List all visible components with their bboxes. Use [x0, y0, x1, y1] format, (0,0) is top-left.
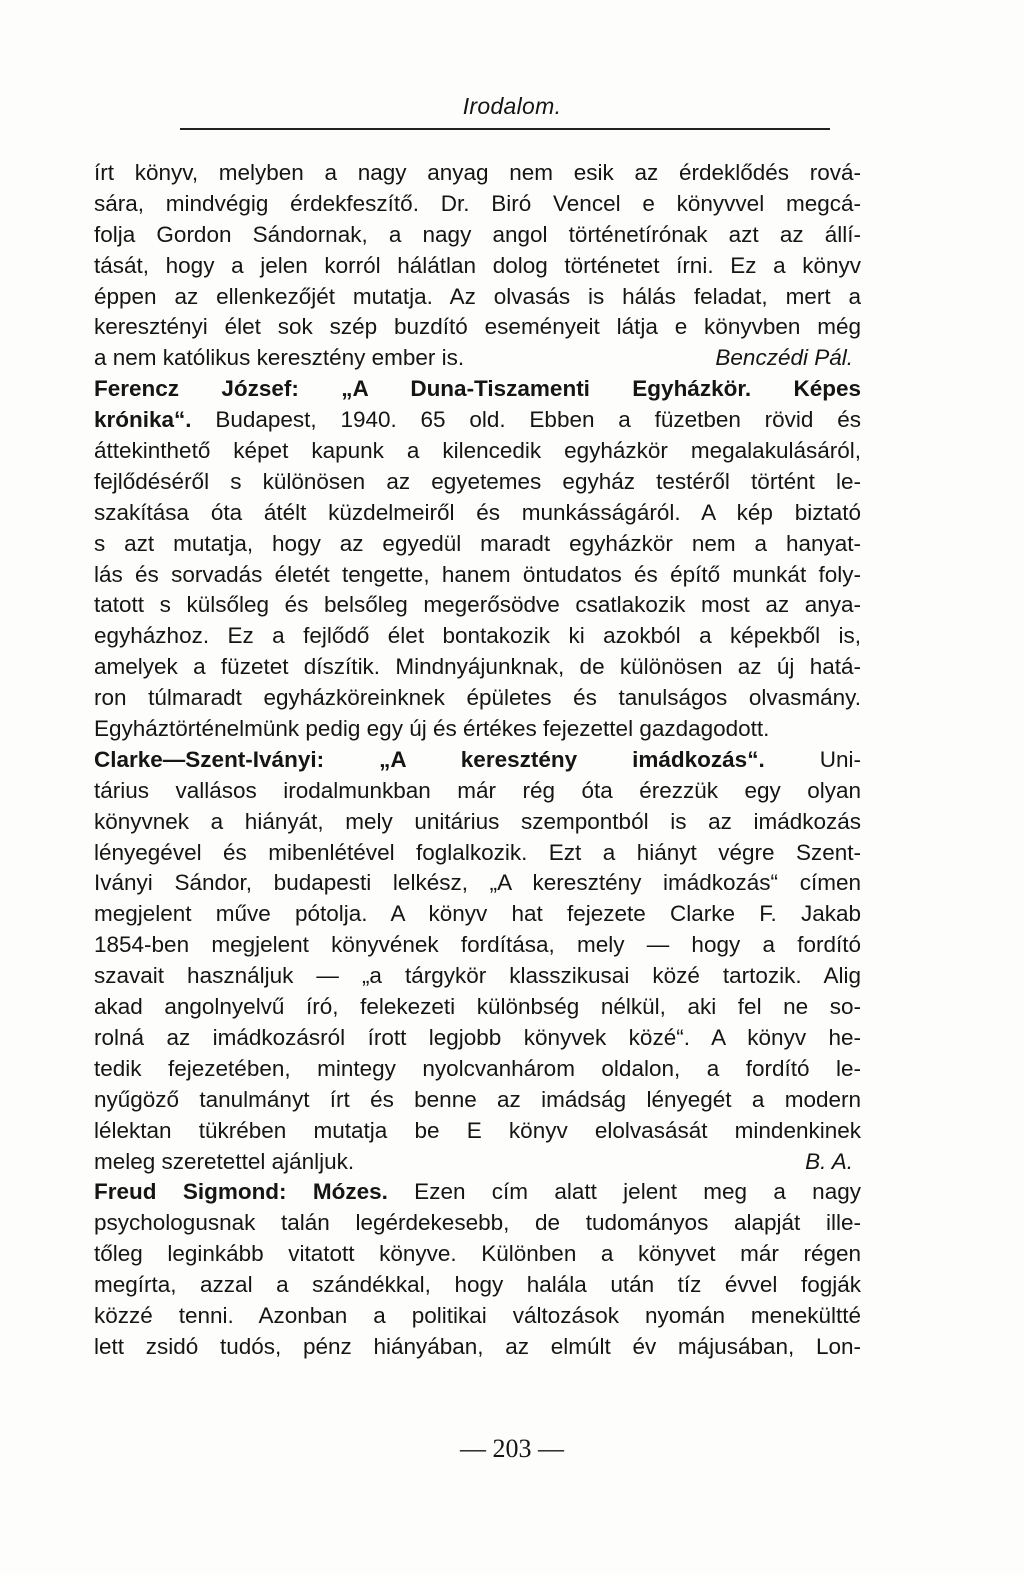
text-line: 1854-ben megjelent könyvének fordítása, mely — hogy a fordító — [94, 932, 861, 958]
text-line: akad angolnyelvű író, felekezeti különbség nélkül, aki fel ne so- — [94, 994, 861, 1020]
header-rule — [180, 128, 830, 130]
signature-line — [94, 1147, 861, 1178]
review-title: Ferencz József: „A Duna-Tiszamenti Egyházkör. Képes — [94, 376, 861, 402]
review-text: Budapest, 1940. 65 old. Ebben a füzetben rövid és — [191, 407, 861, 433]
text-line: tását, hogy a jelen korról hálátlan dolog történetet írni. Ez a könyv — [94, 252, 861, 278]
page-body — [94, 158, 861, 1363]
text-line: amelyek a füzetet díszítik. Mindnyájunknak, de különösen az új hatá- — [94, 654, 861, 680]
text-line: lett zsidó tudós, pénz hiányában, az elmúlt év májusában, Lon- — [94, 1333, 861, 1359]
text-line: rolná az imádkozásról írott legjobb könyvek közé“. A könyv he- — [94, 1024, 861, 1050]
text-line: sára, mindvégig érdekfeszítő. Dr. Biró Vencel e könyvvel megcá- — [94, 190, 861, 216]
text-line: meleg szeretettel ajánljuk. — [94, 1148, 355, 1174]
text-line: tatott s külsőleg és belsőleg megerősödve csatlakozik most az anya- — [94, 592, 861, 618]
text-line: folja Gordon Sándornak, a nagy angol történetírónak azt az állí- — [94, 221, 861, 247]
review-title: Clarke—Szent-Iványi: „A keresztény imádkozás“. — [94, 746, 765, 772]
text-line: tedik fejezetében, mintegy nyolcvanhárom oldalon, a fordító le- — [94, 1055, 861, 1081]
text-line: tárius vallásos irodalmunkban már rég óta érezzük egy olyan — [94, 777, 861, 803]
text-line: lás és sorvadás életét tengette, hanem öntudatos és építő munkát foly- — [94, 561, 861, 587]
running-header: Irodalom. — [462, 93, 562, 119]
text-line: nyűgöző tanulmányt írt és benne az imádság lényegét a modern — [94, 1086, 861, 1112]
text-line — [94, 405, 861, 436]
review-text: Uni- — [764, 746, 861, 772]
text-line: fejlődéséről s különösen az egyetemes egyház testéről történt le- — [94, 468, 861, 494]
review-author: Benczédi Pál. — [715, 345, 853, 371]
text-line: szavait használjuk — „a tárgykör klasszikusai közé tartozik. Alig — [94, 963, 861, 989]
text-line: áttekinthető képet kapunk a kilencedik egyházkör megalakulásáról, — [94, 438, 861, 464]
text-line: megjelent műve pótolja. A könyv hat fejezete Clarke F. Jakab — [94, 901, 861, 927]
text-line: a nem katólikus keresztény ember is. — [94, 345, 465, 371]
review-text: Ezen cím alatt jelent meg a nagy — [387, 1179, 861, 1205]
text-line: írt könyv, melyben a nagy anyag nem esik az érdeklődés rová- — [94, 160, 861, 185]
text-line: ron túlmaradt egyházköreinknek épületes és tanulságos olvasmány. — [94, 685, 861, 711]
review-heading — [94, 374, 861, 405]
review-title-end: krónika“. — [94, 407, 192, 433]
review-author: B. A. — [805, 1148, 853, 1174]
signature-line — [94, 343, 861, 374]
text-line: s azt mutatja, hogy az egyedül maradt egyházkör nem a hanyat- — [94, 530, 861, 556]
text-line: psychologusnak talán legérdekesebb, de tudományos alapját ille- — [94, 1210, 861, 1236]
text-line: szakítása óta átélt küzdelmeiről és munkásságáról. A kép biztató — [94, 499, 861, 525]
page-number: — 203 — — [460, 1434, 564, 1463]
text-line: lélektan tükrében mutatja be E könyv elolvasását mindenkinek — [94, 1117, 861, 1143]
review-heading — [94, 745, 861, 776]
text-line: megírta, azzal a szándékkal, hogy halála után tíz évvel fogják — [94, 1272, 861, 1298]
text-line: lényegével és mibenlétével foglalkozik. Ezt a hiányt végre Szent- — [94, 839, 861, 865]
text-line: könyvnek a hiányát, mely unitárius szempontból is az imádkozás — [94, 808, 861, 834]
text-line: tőleg leginkább vitatott könyve. Különben a könyvet már régen — [94, 1241, 861, 1267]
review-title: Freud Sigmond: Mózes. — [94, 1179, 388, 1205]
text-line: keresztényi élet sok szép buzdító eseményeit látja e könyvben még — [94, 314, 861, 340]
text-line: egyházhoz. Ez a fejlődő élet bontakozik ki azokból a képekből is, — [94, 623, 861, 649]
text-line: Egyháztörténelmünk pedig egy új és értékes fejezettel gazdagodott. — [94, 716, 770, 742]
text-line: közzé tenni. Azonban a politikai változások nyomán menekültté — [94, 1302, 861, 1328]
text-line: Iványi Sándor, budapesti lelkész, „A keresztény imádkozás“ címen — [94, 870, 861, 896]
text-line: éppen az ellenkezőjét mutatja. Az olvasás is hálás feladat, mert a — [94, 283, 861, 309]
review-heading — [94, 1177, 861, 1208]
